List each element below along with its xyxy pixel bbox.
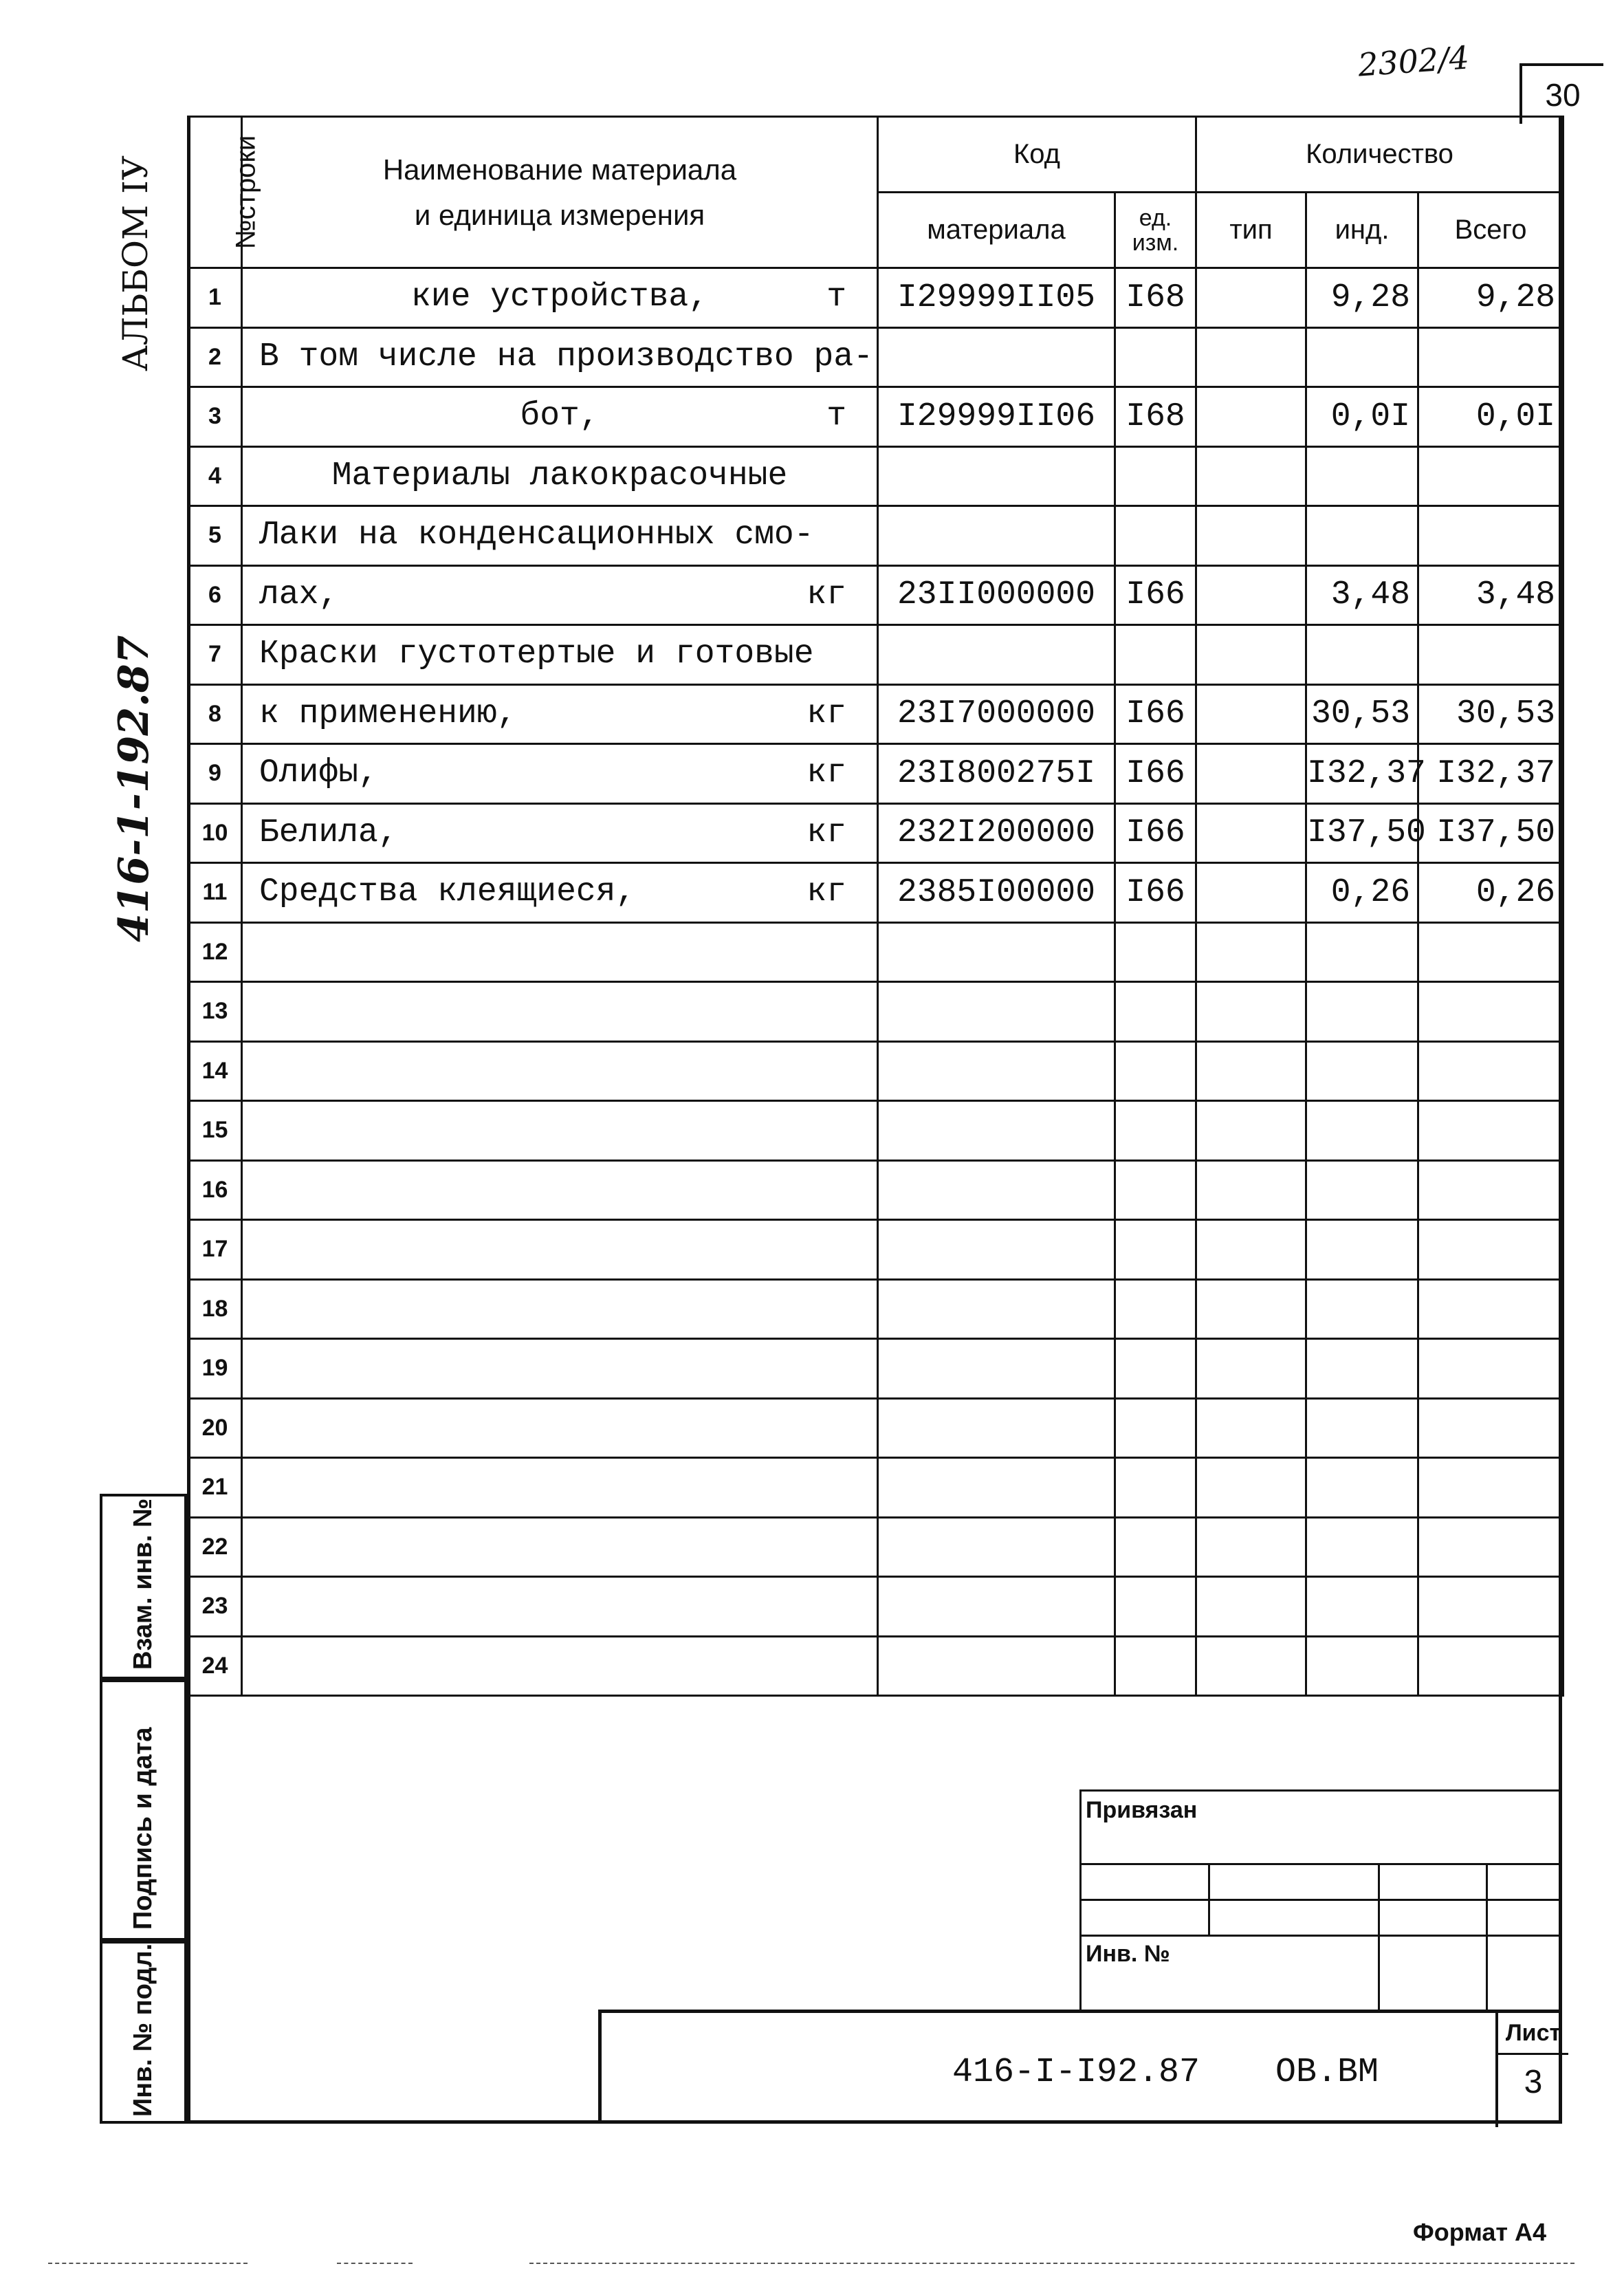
material-code [878, 1220, 1115, 1280]
row-number: 22 [188, 1517, 242, 1577]
qty-ind: 0,0I [1306, 387, 1418, 447]
handwritten-note: 2302/4 [1357, 39, 1471, 84]
table-row [188, 1458, 1563, 1518]
material-unit: кг [806, 754, 846, 792]
qty-ind [1306, 327, 1418, 387]
materials-table [187, 116, 1564, 1697]
qty-type [1196, 1220, 1306, 1280]
table-row [188, 684, 1563, 744]
table-row [188, 1160, 1563, 1220]
material-name: Краски густотертые и готовые [259, 635, 814, 673]
qty-ind [1306, 1577, 1418, 1637]
material-name: кие устройства, [410, 279, 709, 316]
qty-total [1418, 1160, 1563, 1220]
stamp-grid-cell [1378, 1899, 1488, 1937]
material-name-cell [242, 446, 878, 506]
material-name-cell [242, 1339, 878, 1399]
qty-total [1418, 506, 1563, 566]
qty-ind [1306, 625, 1418, 685]
stamp-privyazan-label: Привязан [1086, 1797, 1198, 1823]
material-code [878, 1398, 1115, 1458]
table-row [188, 565, 1563, 625]
stamp-grid-cell [1486, 1863, 1562, 1901]
qty-total [1418, 1458, 1563, 1518]
row-number: 2 [188, 327, 242, 387]
table-row [188, 1636, 1563, 1696]
unit-code [1115, 1101, 1196, 1161]
material-name: Материалы лакокрасочные [331, 457, 788, 494]
qty-ind [1306, 1517, 1418, 1577]
material-unit: т [826, 279, 846, 316]
row-number: 8 [188, 684, 242, 744]
side-label-vzam: Взам. инв. № [129, 1498, 157, 1670]
qty-total [1418, 1220, 1563, 1280]
unit-code [1115, 982, 1196, 1042]
qty-total [1418, 1041, 1563, 1101]
table-row [188, 327, 1563, 387]
row-number: 19 [188, 1339, 242, 1399]
unit-code [1115, 1220, 1196, 1280]
stamp-inv-cell [1079, 1935, 1380, 2012]
qty-ind [1306, 1398, 1418, 1458]
side-box-podpis [100, 1679, 187, 1941]
row-number: 24 [188, 1636, 242, 1696]
material-code [878, 625, 1115, 685]
unit-code [1115, 1398, 1196, 1458]
side-box-vzam [100, 1494, 187, 1679]
qty-ind [1306, 982, 1418, 1042]
qty-ind [1306, 922, 1418, 982]
header-row-1 [188, 117, 1563, 193]
qty-total [1418, 982, 1563, 1042]
qty-total [1418, 625, 1563, 685]
qty-type [1196, 565, 1306, 625]
material-name-cell [242, 268, 878, 328]
qty-total [1418, 922, 1563, 982]
table-row [188, 1279, 1563, 1339]
qty-type [1196, 268, 1306, 328]
qty-ind [1306, 1636, 1418, 1696]
side-box-inv-podl [100, 1941, 187, 2124]
table-row [188, 803, 1563, 863]
material-name-cell [242, 803, 878, 863]
qty-ind [1306, 1458, 1418, 1518]
material-name-cell [242, 1220, 878, 1280]
material-code: I29999II05 [878, 268, 1115, 328]
table-row [188, 1577, 1563, 1637]
material-name-cell [242, 863, 878, 923]
material-unit: кг [806, 873, 846, 911]
material-code: 23I800275I [878, 744, 1115, 804]
row-number: 21 [188, 1458, 242, 1518]
qty-total [1418, 327, 1563, 387]
qty-total: 0,0I [1418, 387, 1563, 447]
unit-code [1115, 1279, 1196, 1339]
material-code [878, 982, 1115, 1042]
material-name: В том числе на производство ра- [259, 338, 873, 375]
qty-type [1196, 1398, 1306, 1458]
qty-type [1196, 446, 1306, 506]
material-code: 23II000000 [878, 565, 1115, 625]
table-row [188, 268, 1563, 328]
header-qty-ind: инд. [1306, 193, 1418, 268]
qty-type [1196, 1041, 1306, 1101]
stamp-grid-cell [1486, 1899, 1562, 1937]
material-code [878, 1636, 1115, 1696]
stamp-grid-cell [1208, 1899, 1380, 1937]
unit-code: I66 [1115, 803, 1196, 863]
unit-code [1115, 1517, 1196, 1577]
material-name-cell [242, 1458, 878, 1518]
material-name-cell [242, 1101, 878, 1161]
qty-total [1418, 1517, 1563, 1577]
unit-code [1115, 327, 1196, 387]
doc-code: 416-I-I92.87 [952, 2053, 1200, 2092]
material-name-cell [242, 1577, 878, 1637]
row-number: 20 [188, 1398, 242, 1458]
row-number: 12 [188, 922, 242, 982]
material-name-cell [242, 327, 878, 387]
qty-type [1196, 625, 1306, 685]
material-name-cell [242, 1160, 878, 1220]
material-name-cell [242, 1517, 878, 1577]
material-unit: т [826, 398, 846, 435]
qty-total [1418, 1339, 1563, 1399]
stamp-inv-label: Инв. № [1086, 1941, 1170, 1967]
qty-ind: 3,48 [1306, 565, 1418, 625]
qty-type [1196, 1279, 1306, 1339]
qty-total [1418, 446, 1563, 506]
table-row [188, 1517, 1563, 1577]
unit-code: I68 [1115, 268, 1196, 328]
qty-type [1196, 1339, 1306, 1399]
sheet-value: 3 [1524, 2064, 1543, 2100]
material-code [878, 1458, 1115, 1518]
stamp-grid-cell [1378, 1935, 1488, 2012]
material-unit: кг [806, 814, 846, 851]
row-number: 9 [188, 744, 242, 804]
row-number: 5 [188, 506, 242, 566]
table-row [188, 446, 1563, 506]
qty-type [1196, 387, 1306, 447]
material-code [878, 327, 1115, 387]
material-unit: кг [806, 695, 846, 732]
qty-ind [1306, 1220, 1418, 1280]
row-number: 17 [188, 1220, 242, 1280]
table-row [188, 1220, 1563, 1280]
qty-total [1418, 1101, 1563, 1161]
material-code [878, 922, 1115, 982]
material-name-cell [242, 1398, 878, 1458]
unit-code [1115, 446, 1196, 506]
qty-ind [1306, 1339, 1418, 1399]
qty-ind [1306, 506, 1418, 566]
header-name-line1: Наименование материала [382, 153, 737, 186]
unit-code [1115, 1160, 1196, 1220]
unit-code [1115, 1636, 1196, 1696]
binding-stamp [1079, 1789, 1562, 2010]
material-code: 232I200000 [878, 803, 1115, 863]
qty-total: 30,53 [1418, 684, 1563, 744]
stamp-grid-cell [1079, 1863, 1210, 1901]
material-code [878, 1160, 1115, 1220]
material-name: Средства клеящиеся, [259, 873, 636, 911]
qty-type [1196, 1458, 1306, 1518]
stamp-grid-cell [1378, 1863, 1488, 1901]
material-code [878, 446, 1115, 506]
table-row [188, 982, 1563, 1042]
qty-total [1418, 1636, 1563, 1696]
header-quantity: Количество [1196, 117, 1563, 193]
stamp-grid-cell [1079, 1899, 1210, 1937]
album-label: АЛЬБОМ IУ [116, 155, 155, 371]
table-row [188, 744, 1563, 804]
qty-ind: I37,50 [1306, 803, 1418, 863]
unit-code [1115, 625, 1196, 685]
qty-ind [1306, 1279, 1418, 1339]
qty-type [1196, 744, 1306, 804]
header-row-number: №строки [188, 117, 242, 268]
material-code: I29999II06 [878, 387, 1115, 447]
material-code [878, 506, 1115, 566]
row-number: 23 [188, 1577, 242, 1637]
material-code [878, 1101, 1115, 1161]
qty-total [1418, 1279, 1563, 1339]
row-number: 3 [188, 387, 242, 447]
row-number: 13 [188, 982, 242, 1042]
header-qty-type: тип [1196, 193, 1306, 268]
table-row [188, 863, 1563, 923]
qty-ind: I32,37 [1306, 744, 1418, 804]
qty-type [1196, 327, 1306, 387]
material-name-cell [242, 506, 878, 566]
qty-type [1196, 1101, 1306, 1161]
qty-type [1196, 803, 1306, 863]
sheet-number-box: 30 [1519, 63, 1603, 124]
header-name [242, 117, 878, 268]
material-code [878, 1339, 1115, 1399]
row-number: 4 [188, 446, 242, 506]
qty-ind: 9,28 [1306, 268, 1418, 328]
qty-total: I37,50 [1418, 803, 1563, 863]
material-unit: кг [806, 576, 846, 613]
unit-code: I66 [1115, 863, 1196, 923]
material-code: 2385I00000 [878, 863, 1115, 923]
material-code [878, 1279, 1115, 1339]
qty-ind [1306, 1160, 1418, 1220]
material-name-cell [242, 744, 878, 804]
qty-type [1196, 684, 1306, 744]
qty-type [1196, 1160, 1306, 1220]
qty-total: 9,28 [1418, 268, 1563, 328]
unit-code [1115, 1041, 1196, 1101]
material-name-cell [242, 982, 878, 1042]
scan-dash-line [529, 2263, 1574, 2264]
qty-total: 3,48 [1418, 565, 1563, 625]
sheet-label: Лист [1498, 2013, 1568, 2055]
material-code: 23I7000000 [878, 684, 1115, 744]
unit-code: I68 [1115, 387, 1196, 447]
material-code [878, 1517, 1115, 1577]
material-name: Олифы, [259, 754, 378, 792]
row-number: 18 [188, 1279, 242, 1339]
table-row [188, 1339, 1563, 1399]
side-document-number: 416-1-192.87 [110, 635, 158, 942]
header-code-material: материала [878, 193, 1115, 268]
material-name-cell [242, 684, 878, 744]
row-number: 7 [188, 625, 242, 685]
qty-ind [1306, 1101, 1418, 1161]
qty-ind [1306, 446, 1418, 506]
row-number: 16 [188, 1160, 242, 1220]
unit-code: I66 [1115, 744, 1196, 804]
row-number: 1 [188, 268, 242, 328]
qty-total [1418, 1398, 1563, 1458]
table-row [188, 922, 1563, 982]
side-label-podpis: Подпись и дата [129, 1727, 157, 1930]
qty-type [1196, 1517, 1306, 1577]
side-label-inv-podl: Инв. № подл. [129, 1943, 157, 2117]
table-row [188, 1101, 1563, 1161]
header-code-unit: ед. изм. [1115, 193, 1196, 268]
material-code [878, 1041, 1115, 1101]
unit-code: I66 [1115, 565, 1196, 625]
unit-code [1115, 1577, 1196, 1637]
qty-type [1196, 1636, 1306, 1696]
header-code: Код [878, 117, 1196, 193]
material-code [878, 1577, 1115, 1637]
row-number: 14 [188, 1041, 242, 1101]
qty-total: 0,26 [1418, 863, 1563, 923]
material-name: к применению, [259, 695, 517, 732]
material-name-cell [242, 387, 878, 447]
material-name: Белила, [259, 814, 398, 851]
qty-ind: 30,53 [1306, 684, 1418, 744]
unit-code [1115, 506, 1196, 566]
qty-total [1418, 1577, 1563, 1637]
qty-ind: 0,26 [1306, 863, 1418, 923]
row-number: 15 [188, 1101, 242, 1161]
table-row [188, 625, 1563, 685]
material-name-cell [242, 1041, 878, 1101]
unit-code [1115, 1458, 1196, 1518]
material-name-cell [242, 1279, 878, 1339]
qty-type [1196, 982, 1306, 1042]
scan-dash-line [48, 2263, 248, 2264]
table-row [188, 1041, 1563, 1101]
table-row [188, 506, 1563, 566]
header-qty-total: Всего [1418, 193, 1563, 268]
table-row [188, 387, 1563, 447]
qty-type [1196, 922, 1306, 982]
qty-total: I32,37 [1418, 744, 1563, 804]
unit-code [1115, 1339, 1196, 1399]
qty-type [1196, 1577, 1306, 1637]
material-name: лах, [259, 576, 339, 613]
format-label: Формат А4 [1413, 2218, 1547, 2246]
stamp-privyazan-cell [1079, 1789, 1562, 1865]
material-name-cell [242, 1636, 878, 1696]
qty-type [1196, 863, 1306, 923]
row-number: 6 [188, 565, 242, 625]
material-name: бот, [520, 398, 600, 435]
unit-code: I66 [1115, 684, 1196, 744]
scan-dash-line [337, 2263, 413, 2264]
row-number: 11 [188, 863, 242, 923]
material-name-cell [242, 565, 878, 625]
unit-code [1115, 922, 1196, 982]
stamp-grid-cell [1208, 1863, 1380, 1901]
qty-type [1196, 506, 1306, 566]
qty-ind [1306, 1041, 1418, 1101]
material-name-cell [242, 625, 878, 685]
material-name-cell [242, 922, 878, 982]
sheet-cell [1495, 2013, 1568, 2127]
title-block [598, 2010, 1562, 2124]
header-name-line2: и единица измерения [414, 198, 705, 231]
table-row [188, 1398, 1563, 1458]
material-name: Лаки на конденсационных смо- [259, 516, 814, 554]
row-number: 10 [188, 803, 242, 863]
doc-mark: ОВ.ВМ [1275, 2053, 1379, 2092]
